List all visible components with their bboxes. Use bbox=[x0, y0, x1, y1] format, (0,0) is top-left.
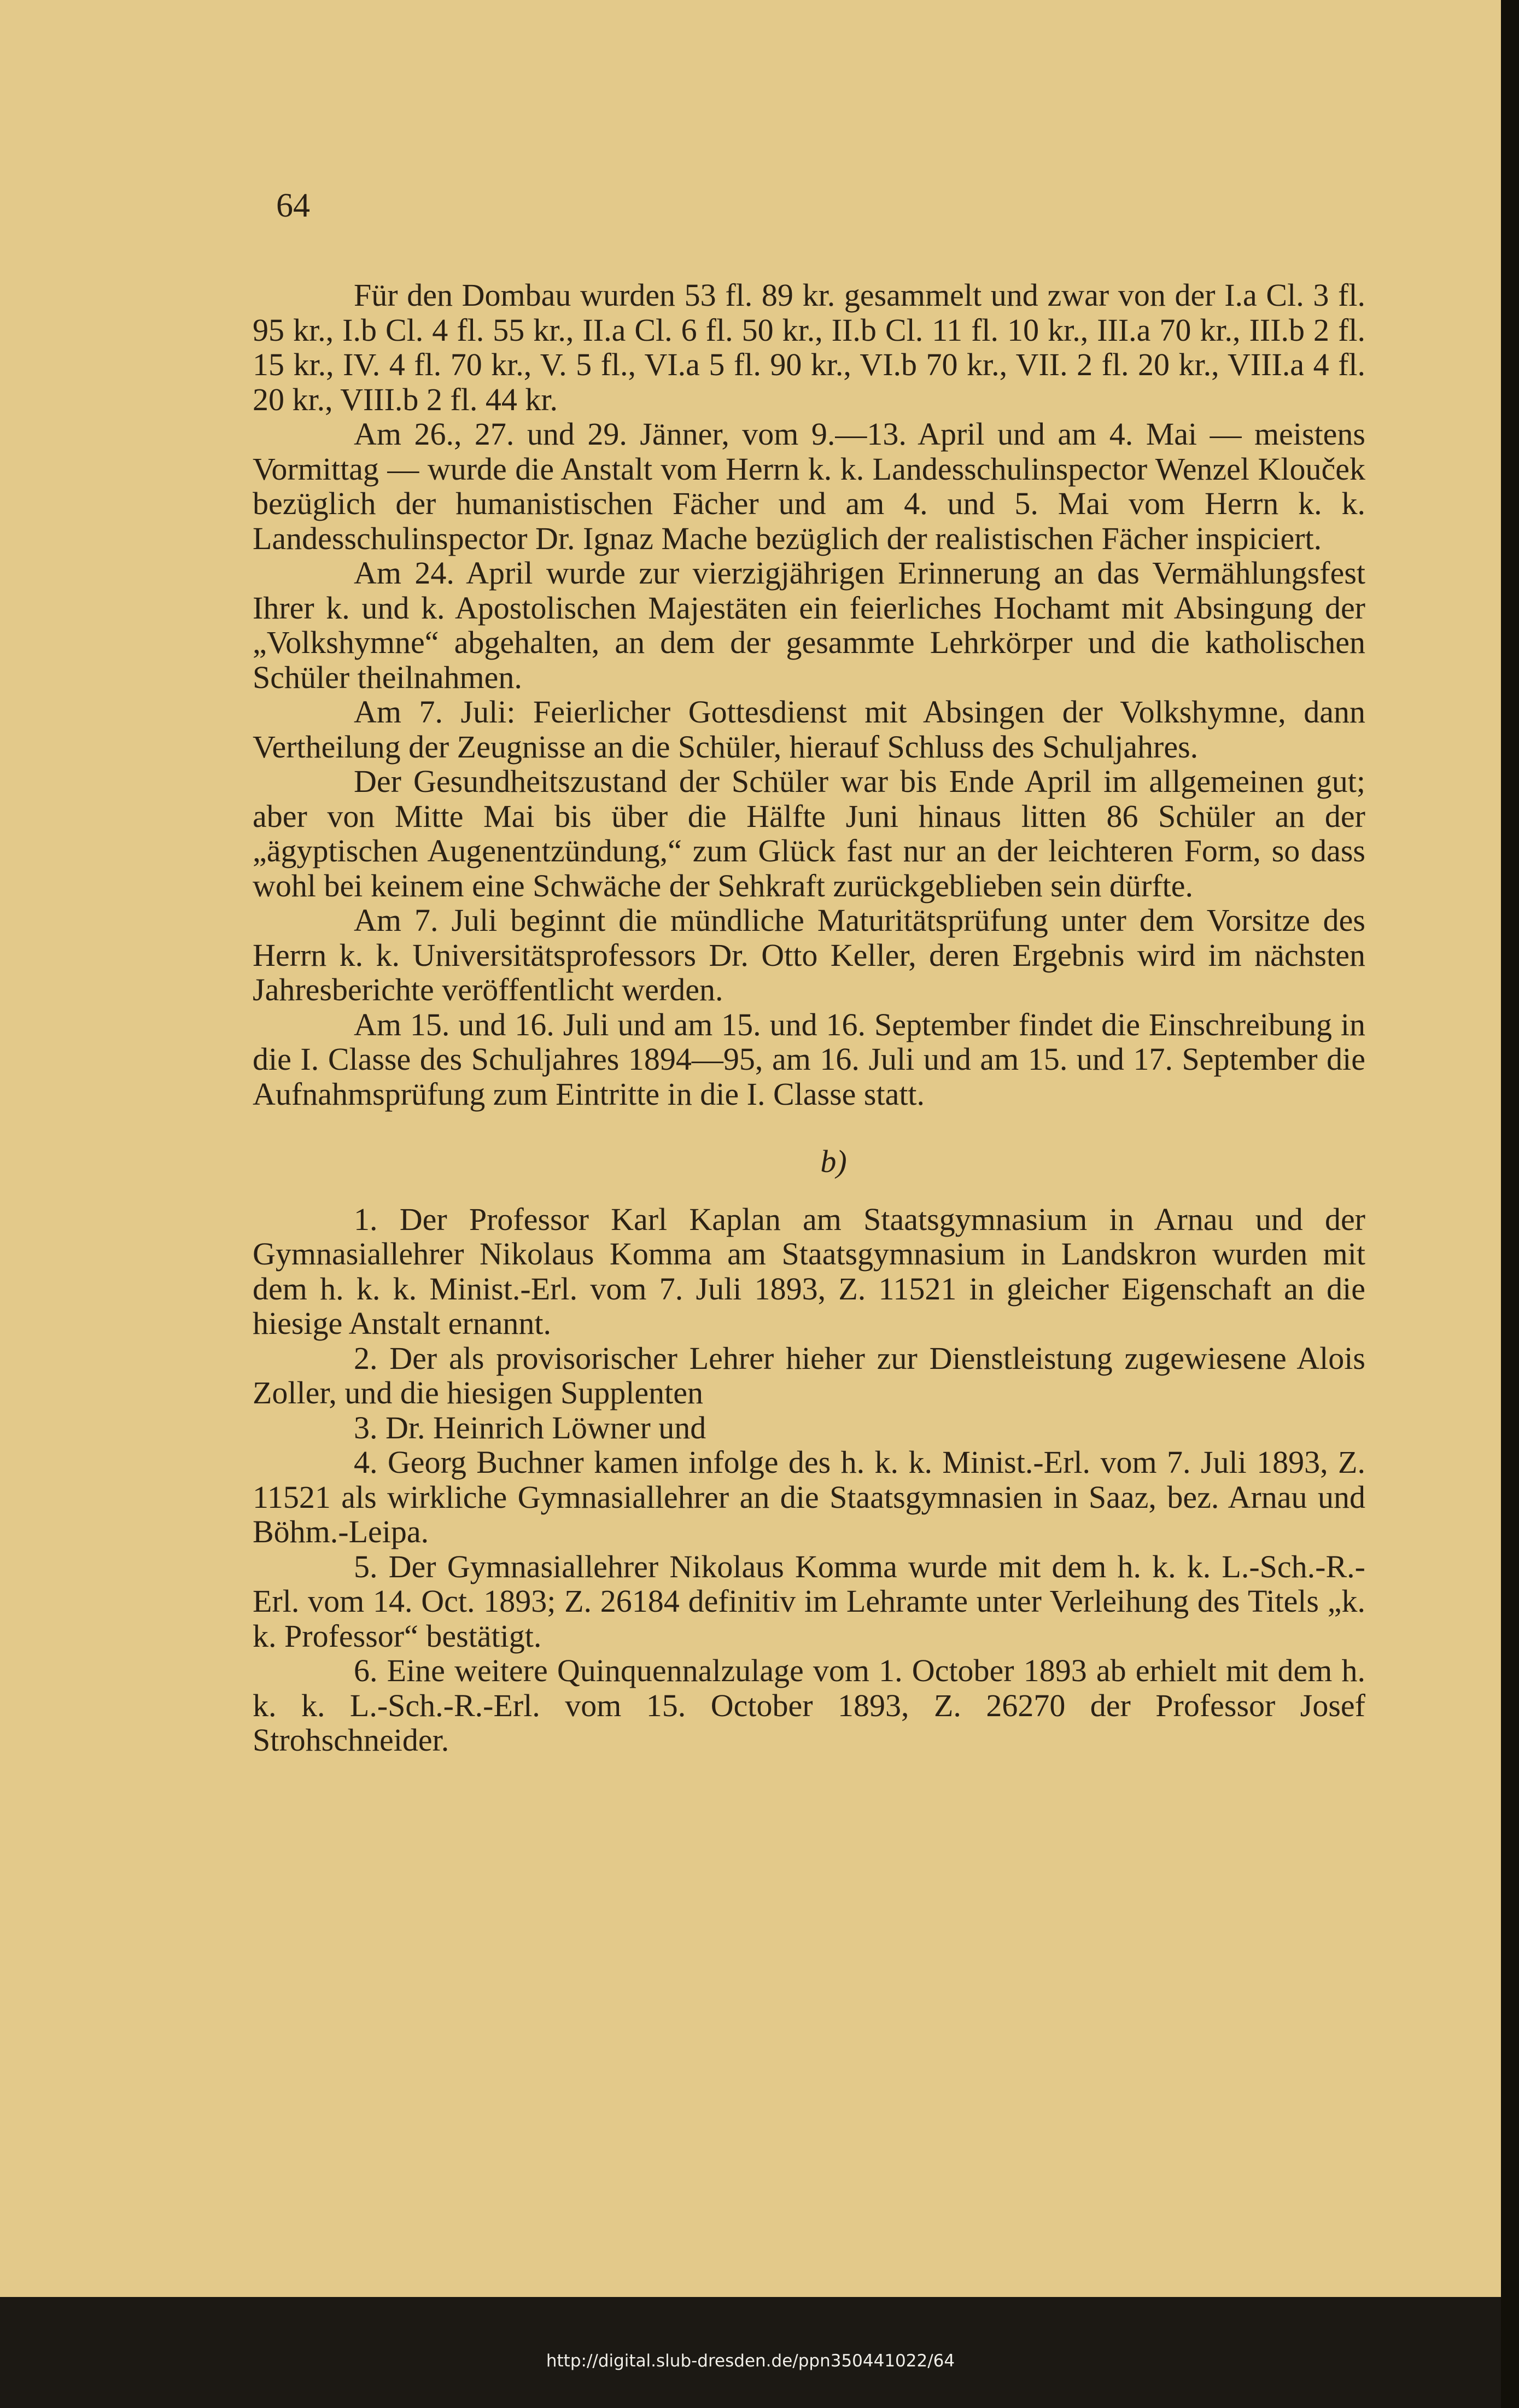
paragraph-gottesdienst: Am 7. Juli: Feierlicher Gottesdienst mit Absingen der Volkshymne, dann Vertheilung der Zeugnisse an die Schüler, hierauf Schluss des Schuljahres. bbox=[253, 694, 1365, 765]
paragraph-maturitaet: Am 7. Juli beginnt die mündliche Maturitätsprüfung unter dem Vorsitze des Herrn k. k. Universitätsprofessors Dr. Otto Keller, deren Ergebnis wird im nächsten Jahresberichte veröffentlicht werden. bbox=[253, 902, 1365, 1007]
paragraph-inspection: Am 26., 27. und 29. Jänner, vom 9.—13. April und am 4. Mai — meistens Vormittag — wurde die Anstalt vom Herrn k. k. Landesschulinspector Wenzel Klouček bezüglich der humanistischen Fächer und am 4. und 5. Mai vom Herrn k. k. Landesschulinspector Dr. Ignaz Mache bezüglich der realistischen Fächer inspiciert. bbox=[253, 416, 1365, 556]
paragraph-item-1: 1. Der Professor Karl Kaplan am Staatsgymnasium in Arnau und der Gymnasiallehrer Nikolaus Komma am Staatsgymnasium in Landskron wurden mit dem h. k. k. Minist.-Erl. vom 7. Juli 1893, Z. 11521 in gleicher Eigenschaft an die hiesige Anstalt ernannt. bbox=[253, 1201, 1365, 1341]
section-heading-b: b) bbox=[820, 1144, 847, 1179]
paragraph-item-6: 6. Eine weitere Quinquennalzulage vom 1. October 1893 ab erhielt mit dem h. k. k. L.-Sch.-R.-Erl. vom 15. October 1893, Z. 26270 der Professor Josef Strohschneider. bbox=[253, 1653, 1365, 1758]
book-spine-edge bbox=[1501, 0, 1519, 2408]
paragraph-item-4: 4. Georg Buchner kamen infolge des h. k. k. Minist.-Erl. vom 7. Juli 1893, Z. 11521 als wirkliche Gymnasiallehrer an die Staatsgymnasien in Saaz, bez. Arnau und Böhm.-Leipa. bbox=[253, 1444, 1365, 1549]
footer-url[interactable]: http://digital.slub-dresden.de/ppn350441022/64 bbox=[546, 2351, 955, 2371]
paragraph-gesundheit: Der Gesundheitszustand der Schüler war bis Ende April im allgemeinen gut; aber von Mitte Mai bis über die Hälfte Juni hinaus litten 86 Schüler an der „ägyptischen Augenentzündung,“ zum Glück fast nur an der leichteren Form, so dass wohl bei keinem eine Schwäche der Sehkraft zurückgeblieben sein dürfte. bbox=[253, 763, 1365, 903]
body-text bbox=[253, 278, 1365, 1758]
paragraph-dombau: Für den Dombau wurden 53 fl. 89 kr. gesammelt und zwar von der I.a Cl. 3 fl. 95 kr., I.b Cl. 4 fl. 55 kr., II.a Cl. 6 fl. 50 kr., II.b Cl. 11 fl. 10 kr., III.a 70 kr., III.b 2 fl. 15 kr., IV. 4 fl. 70 kr., V. 5 fl., VI.a 5 fl. 90 kr., VI.b 70 kr., VII. 2 fl. 20 kr., VIII.a 4 fl. 20 kr., VIII.b 2 fl. 44 kr. bbox=[253, 277, 1365, 417]
paragraph-item-5: 5. Der Gymnasiallehrer Nikolaus Komma wurde mit dem h. k. k. L.-Sch.-R.-Erl. vom 14. Oct. 1893; Z. 26184 definitiv im Lehramte unter Verleihung des Titels „k. k. Professor“ bestätigt. bbox=[253, 1548, 1365, 1654]
paragraph-hochamt: Am 24. April wurde zur vierzigjährigen Erinnerung an das Vermählungsfest Ihrer k. und k. Apostolischen Majestäten ein feierliches Hochamt mit Absingung der „Volkshymne“ abgehalten, an dem der gesammte Lehrkörper und die katholischen Schüler theilnahmen. bbox=[253, 555, 1365, 695]
paragraph-item-3: 3. Dr. Heinrich Löwner und bbox=[354, 1409, 706, 1445]
paragraph-item-2: 2. Der als provisorischer Lehrer hieher zur Dienstleistung zugewiesene Alois Zoller, und die hiesigen Supplenten bbox=[253, 1340, 1365, 1410]
page-number: 64 bbox=[276, 187, 310, 224]
paragraph-einschreibung: Am 15. und 16. Juli und am 15. und 16. September findet die Einschreibung in die I. Classe des Schuljahres 1894—95, am 16. Juli und am 15. und 17. September die Aufnahmsprüfung zum Eintritte in die I. Classe statt. bbox=[253, 1006, 1365, 1112]
